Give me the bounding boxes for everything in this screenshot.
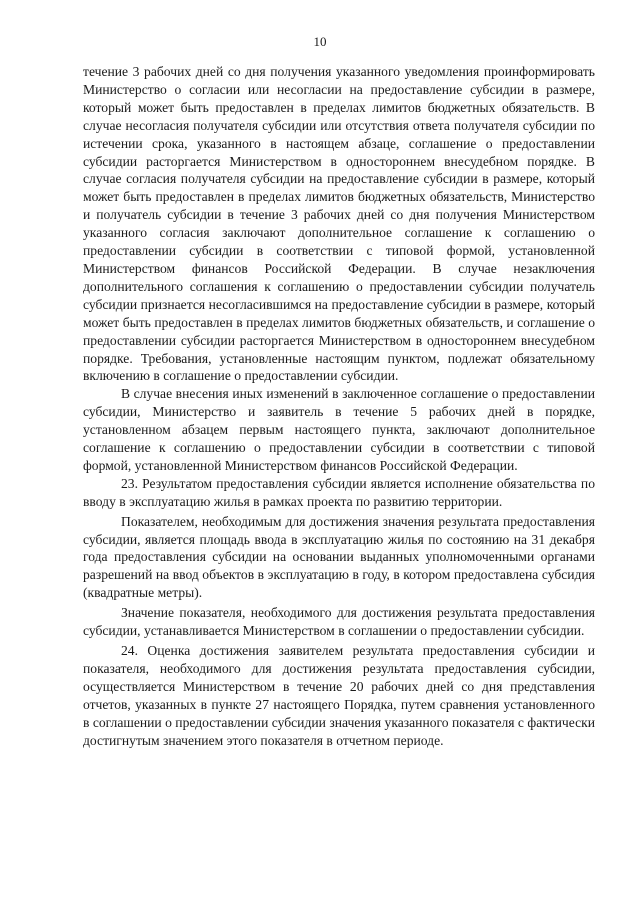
page-number: 10 (313, 34, 327, 49)
paragraph-item-23: 23. Результатом предоставления субсидии является исполнение обязательства по вводу в эксплуатацию жилья в рамках проекта по развитию территории. (83, 475, 595, 509)
paragraph-indicator-value: Значение показателя, необходимого для достижения результата предоставления субсидии, устанавливается Министерством в соглашении о предоставлении субсидии. (83, 605, 595, 639)
paragraph-continuation: течение 3 рабочих дней со дня получения указанного уведомления проинформировать Министерство о согласии или несогласии на предоставление субсидии в размере, который может быть предоставлен в пределах лимитов бюджетных обязательств. В случае несогласия получателя субсидии или отсутствия ответа получателя субсидии по истечении срока, указанного в настоящем абзаце, соглашение о предоставлении субсидии расторгается Министерством в одностороннем внесудебном порядке. В случае согласия получателя субсидии на предоставление субсидии в размере, который может быть предоставлен в пределах лимитов бюджетных обязательств, Министерство и получатель субсидии в течение 3 рабочих дней со дня получения Министерством указанного согласия заключают дополнительное соглашение к соглашению о предоставлении субсидии в соответствии с типовой формой, установленной Министерством финансов Российской Федерации. В случае незаключения дополнительного соглашения к соглашению о предоставлении субсидии получатель субсидии признается несогласившимся на предоставление субсидии в размере, который может быть предоставлен в пределах лимитов бюджетных обязательств, и соглашение о предоставлении субсидии расторгается Министерством в одностороннем внесудебном порядке. Требования, установленные настоящим пунктом, подлежат обязательному включению в соглашение о предоставлении субсидии. (83, 64, 595, 384)
paragraph-item-24: 24. Оценка достижения заявителем результата предоставления субсидии и показателя, необходимого для достижения результата предоставления субсидии, осуществляется Министерством в течение 20 рабочих дней со дня представления отчетов, указанных в пункте 27 настоящего Порядка, путем сравнения установленного в соглашении о предоставлении субсидии значения указанного показателя с фактически достигнутым значением этого показателя в отчетном периоде. (83, 643, 595, 748)
document-body (83, 63, 595, 749)
paragraph-other-changes: В случае внесения иных изменений в заключенное соглашение о предоставлении субсидии, Министерство и заявитель в течение 5 рабочих дней в порядке, установленном абзацем первым настоящего пункта, заключают дополнительное соглашение к соглашению о предоставлении субсидии в соответствии с типовой формой, установленной Министерством финансов Российской Федерации. (83, 386, 595, 473)
paragraph-indicator: Показателем, необходимым для достижения значения результата предоставления субсидии, является площадь ввода в эксплуатацию жилья по состоянию на 31 декабря года предоставления субсидии на основании выданных уполномоченными органами разрешений на ввод объектов в эксплуатацию в году, в котором предоставлена субсидия (квадратные метры). (83, 513, 595, 601)
